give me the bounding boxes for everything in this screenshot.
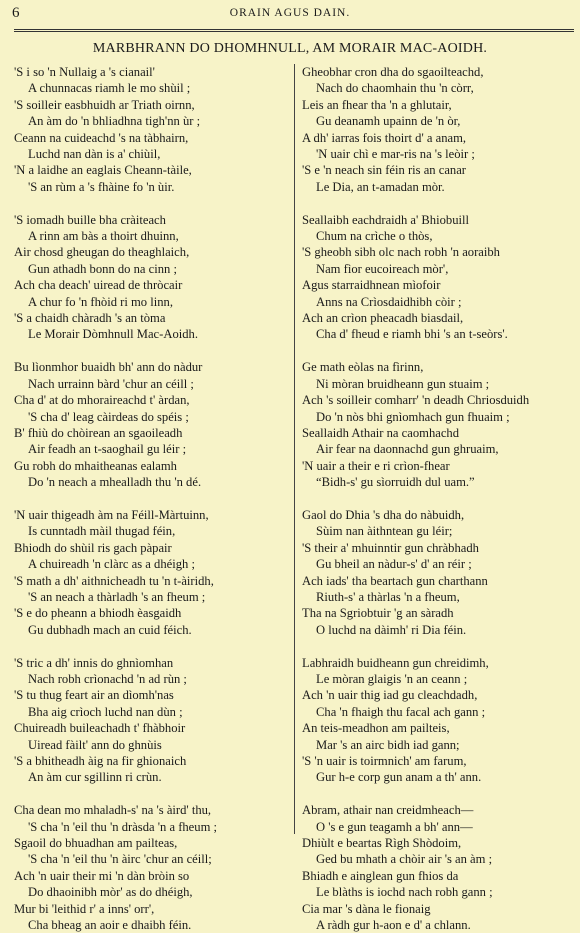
verse-line: Le blàths is iochd nach robh gann ;: [316, 885, 493, 900]
verse-line: Ged bu mhath a chòir air 's an àm ;: [316, 852, 493, 867]
poem-title: MARBHRANN DO DHOMHNULL, AM MORAIR MAC-AOIDH.: [92, 41, 488, 56]
stanza: [302, 802, 574, 933]
stanza: [302, 359, 574, 490]
verse-line: Le Dia, an t-amadan mòr.: [316, 179, 445, 194]
verse-line: Labhraidh buidheann gun chreidimh,: [302, 655, 489, 670]
verse-line: Gu bheil an nàdur-s' d' an réir ;: [316, 557, 472, 572]
verse-line: Tha na Sgriobtuir 'g an sàradh: [302, 606, 454, 621]
verse-line: A chuireadh 'n clàrc as a dhéigh ;: [28, 557, 195, 572]
verse-line: Nach urrainn bàrd 'chur an céill ;: [28, 376, 194, 391]
verse-line: Uiread fàilt' ann do ghnùis: [28, 737, 162, 752]
verse-line: A chur fo 'n fhòid ri mo linn,: [28, 294, 173, 309]
verse-line: Le Morair Dòmhnull Mac-Aoidh.: [28, 327, 198, 342]
left-column: [14, 64, 289, 933]
verse-line: Gaol do Dhia 's dha do nàbuidh,: [302, 507, 465, 522]
verse-line: Cha 'n fhaigh thu facal ach gann ;: [316, 704, 486, 719]
verse-line: 'S their a' mhuinntir gun chràbhadh: [302, 540, 479, 555]
verse-line: Agus starraidhnean mìofoir: [302, 278, 441, 293]
header-rule-lower: [14, 31, 574, 32]
verse-line: 'S tric a dh' innis do ghnìomhan: [14, 655, 174, 670]
verse-line: Nach robh crìonachd 'n ad rùn ;: [28, 671, 187, 686]
verse-line: Ach iads' tha beartach gun charthann: [302, 573, 488, 588]
stanza: [14, 802, 289, 933]
stanza: [302, 212, 574, 343]
verse-line: 'N uair a their e ri crìon-fhear: [302, 458, 450, 473]
verse-line: Gheobhar cron dha do sgaoilteachd,: [302, 65, 484, 79]
verse-line: An àm do 'n bhliadhna tigh'nn ùr ;: [28, 114, 201, 129]
verse-line: B' fhiù do chòirean an sgaoileadh: [14, 425, 183, 440]
verse-line: Bhiodh do shùil ris gach pàpair: [14, 540, 172, 555]
verse-line: Do 'n nòs bhi gnìomhach gun fhuaim ;: [316, 409, 510, 424]
verse-line: Leis an fhear tha 'n a ghlutair,: [302, 97, 452, 112]
verse-line: 'S tu thug feart air an dìomh'nas: [14, 688, 174, 703]
verse-line: 'S cha 'n 'eil thu 'n àirc 'chur an céill;: [28, 852, 212, 867]
verse-line: Cha bheag an aoir e dhaibh féin.: [28, 918, 192, 933]
verse-line: Ceann na cuideachd 's na tàbhairn,: [14, 130, 189, 145]
verse-line: Le mòran glaigis 'n an ceann ;: [316, 671, 468, 686]
verse-line: Do dhaoinibh mòr' as do dhéigh,: [28, 885, 193, 900]
stanza: [14, 64, 289, 195]
stanza: [14, 655, 289, 786]
verse-line: Cia mar 's dàna le fionaig: [302, 901, 431, 916]
verse-line: Gur h-e corp gun anam a th' ann.: [316, 770, 482, 785]
verse-line: A dh' iarras fois thoirt d' a anam,: [302, 130, 467, 145]
verse-line: Ach 's soilleir comharr' 'n deadh Chriosduidh: [302, 393, 530, 408]
stanza: [302, 655, 574, 786]
verse-line: Luchd nan dàn is a' chiùil,: [28, 147, 161, 162]
header-rule-upper: [14, 29, 574, 30]
verse-line: 'N uair chì e mar-ris na 's leòir ;: [316, 147, 475, 162]
verse-line: A ràdh gur h-aon e d' a chlann.: [316, 918, 471, 933]
stanza: [14, 359, 289, 490]
verse-line: Gun athadh bonn do na cinn ;: [28, 261, 177, 276]
verse-line: Mur bi 'leithid r' a inns' orr',: [14, 901, 155, 916]
verse-line: Bha aig crìoch luchd nan dùn ;: [28, 704, 183, 719]
verse-line: Cha d' fheud e riamh bhi 's an t-seòrs'.: [316, 327, 508, 342]
verse-line: 'S e 'n neach sin féin ris an canar: [302, 163, 466, 178]
verse-line: Is cunntadh màil thugad féin,: [28, 524, 176, 539]
verse-line: 'S cha d' leag càirdeas do spéis ;: [28, 409, 189, 424]
verse-line: 'S soilleir easbhuidh ar Triath oirnn,: [14, 97, 195, 112]
verse-line: 'S i so 'n Nullaig a 's cianail': [14, 65, 155, 79]
verse-line: Gu dubhadh mach an cuid féich.: [28, 622, 192, 637]
verse-line: 'S an rùm a 's fhàine fo 'n ùir.: [28, 179, 175, 194]
verse-line: 'S a chaidh chàradh 's an tòma: [14, 311, 166, 326]
verse-line: Sùim nan àithntean gu léir;: [316, 524, 453, 539]
verse-line: Mar 's an airc bidh iad gann;: [316, 737, 460, 752]
verse-line: O luchd na dàimh' ri Dia féin.: [316, 622, 467, 637]
stanza: [14, 212, 289, 343]
column-divider: [294, 64, 295, 834]
verse-line: Ach an crìon pheacadh biasdail,: [302, 311, 464, 326]
verse-line: Air fear na daonnachd gun ghruaim,: [316, 442, 499, 457]
verse-line: O 's e gun teagamh a bh' ann—: [316, 819, 473, 834]
verse-line: Ach 'n uair thig iad gu cleachdadh,: [302, 688, 478, 703]
verse-line: Dhiùlt e beartas Rìgh Shòdoim,: [302, 836, 462, 851]
verse-line: Seallaibh eachdraidh a' Bhiobuill: [302, 212, 469, 227]
running-title: ORAIN AGUS DAIN.: [229, 7, 351, 19]
verse-line: 'S math a dh' aithnicheadh tu 'n t-àiridh,: [14, 573, 214, 588]
verse-line: An teis-meadhon am pailteis,: [302, 721, 450, 736]
verse-line: Do 'n neach a mhealladh thu 'n dé.: [28, 475, 202, 490]
verse-line: Ge math eòlas na fìrinn,: [302, 360, 424, 375]
verse-line: Ni mòran bruidheann gun stuaim ;: [316, 376, 490, 391]
verse-line: Nam fìor eucoireach mòr',: [316, 261, 449, 276]
verse-line: 'S 'n uair is toirmnich' am farum,: [302, 754, 467, 768]
verse-line: Abram, athair nan creidmheach—: [302, 803, 474, 818]
verse-line: Sgaoil do bhuadhan am pailteas,: [14, 836, 178, 851]
verse-line: Ach cha deach' uiread de thròcair: [14, 278, 183, 293]
verse-line: 'S gheobh sibh olc nach robh 'n aoraibh: [302, 245, 500, 260]
verse-line: Cha dean mo mhaladh-s' na 's àird' thu,: [14, 803, 212, 818]
verse-line: 'S iomadh buille bha cràiteach: [14, 212, 166, 227]
verse-line: Gu robh do mhaitheanas ealamh: [14, 458, 177, 473]
verse-line: Nach do chaomhain thu 'n còrr,: [316, 81, 474, 96]
verse-line: Gu deanamh upainn de 'n òr,: [316, 114, 461, 129]
verse-line: Anns na Crìosdaidhibh còir ;: [316, 294, 462, 309]
page-number: 6: [12, 5, 20, 21]
stanza: [302, 507, 574, 638]
verse-line: Air feadh an t-saoghail gu léir ;: [28, 442, 187, 457]
verse-line: A rinn am bàs a thoirt dhuinn,: [28, 229, 179, 244]
verse-line: A chunnacas riamh le mo shùil ;: [28, 81, 191, 96]
verse-line: An àm cur sgillinn ri crùn.: [28, 770, 162, 785]
verse-line: Seallaidh Athair na caomhachd: [302, 425, 460, 440]
verse-line: Chum na crìche o thòs,: [316, 229, 433, 244]
verse-line: “Bidh-s' gu sìorruidh dul uam.”: [316, 475, 475, 490]
stanza: [14, 507, 289, 638]
verse-line: 'S cha 'n 'eil thu 'n dràsda 'n a fheum ;: [28, 819, 218, 834]
stanza: [302, 64, 574, 195]
verse-line: 'S a bhitheadh àig na fir ghionaich: [14, 754, 187, 768]
verse-line: 'S an neach a thàrladh 's an fheum ;: [28, 589, 206, 604]
verse-line: Bu lìonmhor buaidh bh' ann do nàdur: [14, 360, 203, 375]
verse-line: Air chosd gheugan do theaghlaich,: [14, 245, 190, 260]
verse-line: Chuireadh buileachadh t' fhàbhoir: [14, 721, 186, 736]
verse-line: 'N a laidhe an eaglais Cheann-tàile,: [14, 163, 192, 178]
verse-line: Bhiadh e ainglean gun fhios da: [302, 868, 459, 883]
verse-line: 'S e do pheann a bhiodh èasgaidh: [14, 606, 182, 621]
verse-line: Riuth-s' a thàrlas 'n a fheum,: [316, 589, 460, 604]
right-column: [302, 64, 574, 933]
verse-line: Cha d' at do mhoraireachd t' àrdan,: [14, 393, 190, 408]
verse-line: Ach 'n uair their mi 'n dàn bròin so: [14, 868, 190, 883]
verse-line: 'N uair thigeadh àm na Féill-Màrtuinn,: [14, 507, 209, 522]
